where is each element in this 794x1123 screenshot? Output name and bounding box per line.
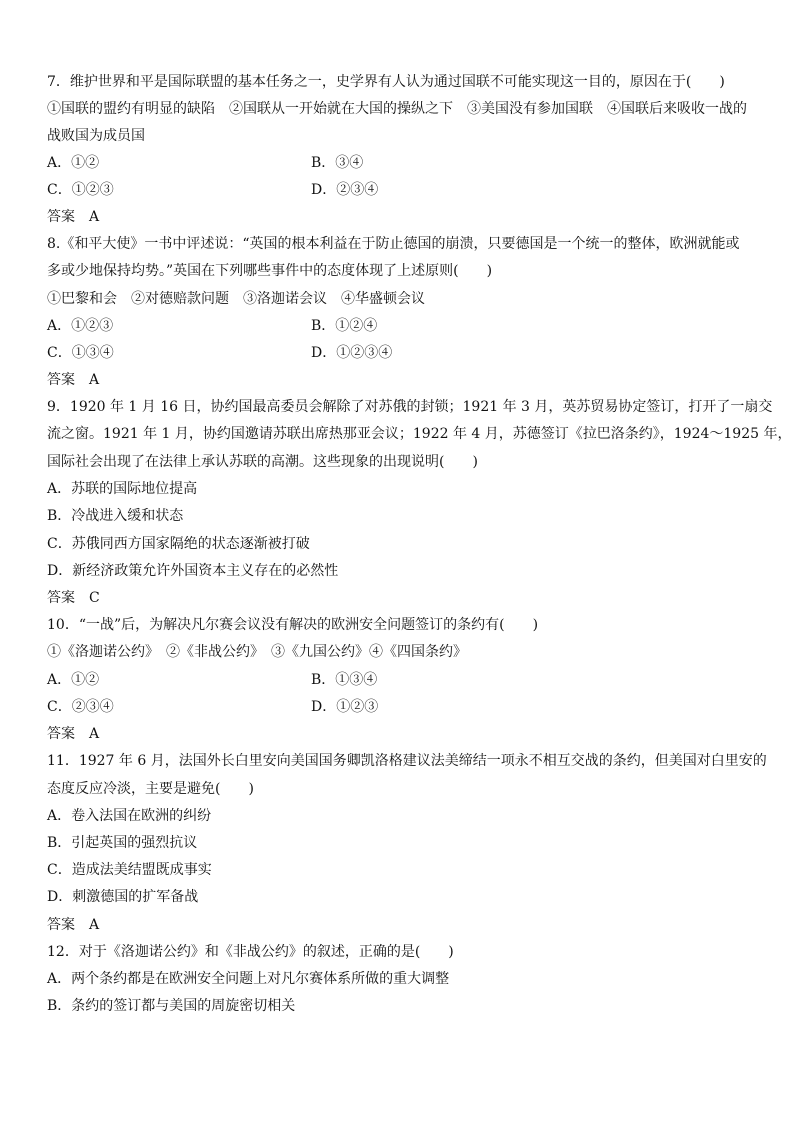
- option-c: C．①②③: [47, 182, 114, 198]
- question-statements: ①国联的盟约有明显的缺陷 ②国联从一开始就在大国的操纵之下 ③美国没有参加国联 ④国联后来吸收一战的: [47, 101, 747, 117]
- option-c: C．②③④: [47, 699, 114, 715]
- option-b: B．①②④: [311, 318, 378, 334]
- option-a: A．①②③: [47, 318, 114, 334]
- option-d: D．①②③④: [311, 345, 393, 361]
- answer-line: 答案 A: [47, 372, 100, 388]
- option-a: A．两个条约都是在欧洲安全问题上对凡尔赛体系所做的重大调整: [47, 971, 450, 987]
- question-stem: 10．“一战”后，为解决凡尔赛会议没有解决的欧洲安全问题签订的条约有( ): [47, 617, 539, 633]
- question-stem: 7．维护世界和平是国际联盟的基本任务之一，史学界有人认为通过国联不可能实现这一目的，原因在于( ): [47, 74, 725, 90]
- question-stem: 态度反应冷淡，主要是避免( ): [47, 781, 254, 797]
- question-stem: 9．1920 年 1 月 16 日，协约国最高委员会解除了对苏俄的封锁；1921 年 3 月，英苏贸易协定签订，打开了一扇交: [47, 399, 773, 415]
- question-stem: 流之窗。1921 年 1 月，协约国邀请苏联出席热那亚会议；1922 年 4 月，苏德签订《拉巴洛条约》，1924～1925 年，: [47, 426, 792, 442]
- option-d: D．新经济政策允许外国资本主义存在的必然性: [47, 563, 339, 579]
- answer-line: 答案 A: [47, 726, 100, 742]
- question-stem: 国际社会出现了在法律上承认苏联的高潮。这些现象的出现说明( ): [47, 454, 478, 470]
- answer-line: 答案 A: [47, 917, 100, 933]
- question-statements: 战败国为成员国: [47, 128, 145, 144]
- option-b: B．冷战进入缓和状态: [47, 508, 184, 524]
- option-d: D．②③④: [311, 182, 379, 198]
- option-d: D．刺激德国的扩军备战: [47, 889, 199, 905]
- option-c: C．造成法美结盟既成事实: [47, 862, 212, 878]
- answer-line: 答案 C: [47, 590, 100, 606]
- option-a: A．①②: [47, 155, 100, 171]
- option-c: C．苏俄同西方国家隔绝的状态逐渐被打破: [47, 536, 310, 552]
- option-c: C．①③④: [47, 345, 114, 361]
- question-stem: 多或少地保持均势。”英国在下列哪些事件中的态度体现了上述原则( ): [47, 263, 493, 279]
- question-stem: 11．1927 年 6 月，法国外长白里安向美国国务卿凯洛格建议法美缔结一项永不相互交战的条约，但美国对白里安的: [47, 753, 767, 769]
- question-stem: 12．对于《洛迦诺公约》和《非战公约》的叙述，正确的是( ): [47, 944, 454, 960]
- option-b: B．条约的签订都与美国的周旋密切相关: [47, 998, 296, 1014]
- question-stem: 8.《和平大使》一书中评述说：“英国的根本利益在于防止德国的崩溃，只要德国是一个统一的整体，欧洲就能或: [47, 236, 740, 252]
- option-b: B．①③④: [311, 672, 378, 688]
- option-a: A．卷入法国在欧洲的纠纷: [47, 808, 212, 824]
- option-a: A．苏联的国际地位提高: [47, 481, 198, 497]
- question-statements: ①《洛迦诺公约》 ②《非战公约》 ③《九国公约》④《四国条约》: [47, 644, 467, 660]
- question-statements: ①巴黎和会 ②对德赔款问题 ③洛迦诺会议 ④华盛顿会议: [47, 291, 425, 307]
- option-a: A．①②: [47, 672, 100, 688]
- answer-line: 答案 A: [47, 209, 100, 225]
- option-b: B．③④: [311, 155, 364, 171]
- option-b: B．引起英国的强烈抗议: [47, 835, 198, 851]
- option-d: D．①②③: [311, 699, 379, 715]
